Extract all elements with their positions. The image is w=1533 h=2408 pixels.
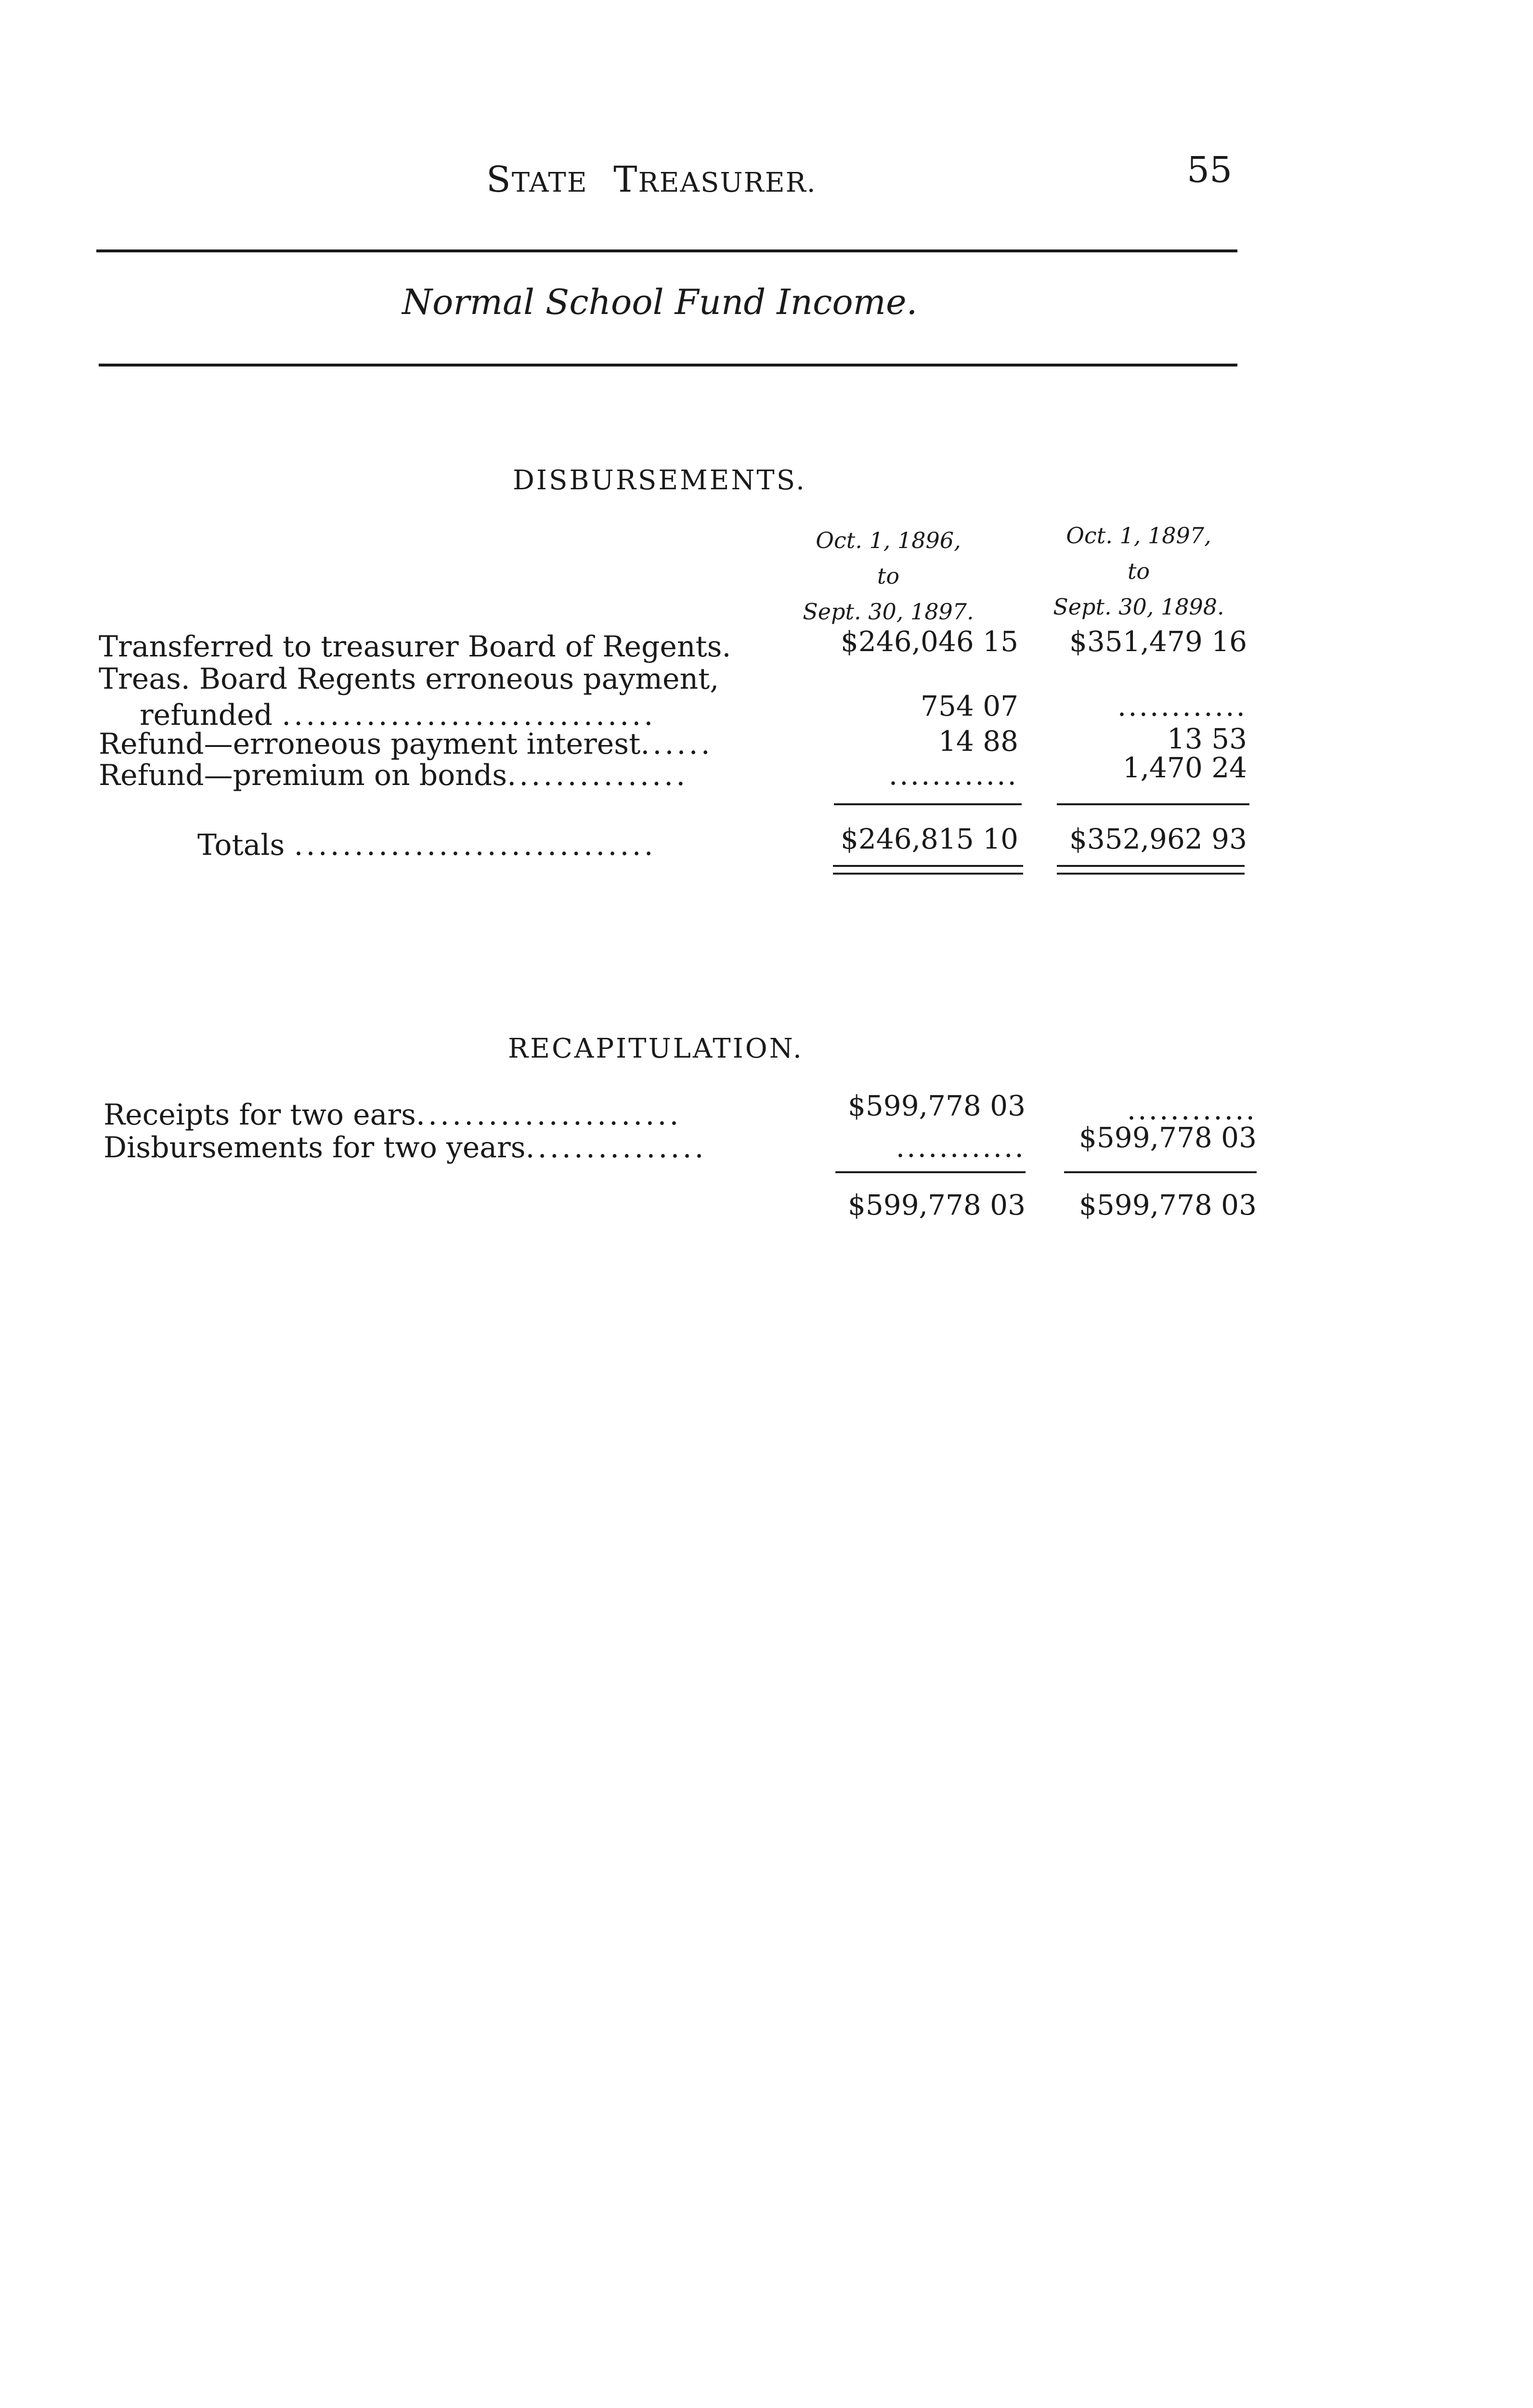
table-row-label [99, 759, 688, 792]
table-row-label: Treas. Board Regents erroneous payment, [99, 662, 719, 696]
totals-col2: $352,962 93 [1069, 823, 1247, 855]
recap-total-rule-col2 [1064, 1171, 1257, 1173]
recap-total-rule-col1 [835, 1171, 1026, 1173]
recap-row-col2: ............ [1127, 1093, 1257, 1126]
table-row-col1: 754 07 [921, 690, 1018, 722]
table-row-col1: $246,046 15 [841, 625, 1018, 658]
column-header-2-line1: Oct. 1, 1897, [1066, 523, 1211, 549]
total-double-rule-col2-a [1057, 865, 1245, 867]
column-header-1-line3: Sept. 30, 1897. [803, 599, 974, 625]
column-header-1-line1: Oct. 1, 1896, [816, 527, 961, 553]
recap-row-label [104, 1098, 681, 1132]
table-row-col1: ............ [888, 759, 1018, 791]
table-row-label [99, 727, 713, 761]
subtotal-rule-col2 [1057, 803, 1249, 805]
recapitulation-heading: RECAPITULATION. [508, 1033, 804, 1064]
table-row-leader: ............... [507, 759, 689, 792]
table-row-col2: 13 53 [1167, 722, 1247, 755]
table-row-col2: 1,470 24 [1122, 751, 1247, 784]
recap-row-label [104, 1131, 707, 1165]
totals-leader: .............................. [294, 828, 656, 862]
totals-label [197, 828, 656, 862]
column-header-1-line2: to [877, 563, 900, 589]
table-row-label-text: Refund—erroneous payment interest [99, 727, 641, 761]
disbursements-heading: DISBURSEMENTS. [513, 465, 806, 496]
running-head-rest-1: TATE [511, 167, 588, 198]
column-header-1 [782, 523, 994, 629]
subtitle-rule [99, 364, 1237, 366]
running-head-rest-2: REASURER. [638, 167, 817, 198]
column-header-2 [1033, 518, 1245, 625]
total-double-rule-col1-b [833, 873, 1023, 875]
table-row-col2: $351,479 16 [1069, 625, 1247, 658]
column-header-2-line2: to [1127, 558, 1150, 584]
recap-row-col2: $599,778 03 [1079, 1121, 1257, 1154]
running-head-initial-2: T [613, 159, 638, 200]
table-row-label: Transferred to treasurer Board of Regents. [99, 630, 731, 664]
recap-row-label-text: Disbursements for two years [104, 1131, 526, 1165]
total-double-rule-col2-b [1057, 873, 1245, 875]
running-head [486, 159, 817, 200]
top-rule [96, 249, 1237, 252]
table-row-label-text: Refund—premium on bonds [99, 759, 507, 792]
table-row-col2: ............ [1117, 690, 1247, 722]
table-row-col1: 14 88 [938, 725, 1018, 758]
column-header-2-line3: Sept. 30, 1898. [1053, 594, 1224, 620]
totals-col1: $246,815 10 [841, 823, 1018, 855]
page-number: 55 [1187, 149, 1233, 191]
total-double-rule-col1-a [833, 865, 1023, 867]
table-row-label-text: refunded [140, 698, 273, 732]
table-row-leader: ...... [640, 727, 713, 761]
recap-row-col1: $599,778 03 [848, 1089, 1026, 1122]
running-head-initial-1: S [486, 159, 512, 200]
subtotal-rule-col1 [834, 803, 1022, 805]
recap-row-leader: ...................... [416, 1098, 682, 1132]
page-subtitle: Normal School Fund Income. [402, 282, 918, 322]
recap-row-leader: ............... [525, 1131, 707, 1165]
recap-row-label-text: Receipts for two ears [104, 1098, 416, 1132]
recap-row-col1: ............ [896, 1131, 1026, 1164]
totals-label-text: Totals [197, 828, 285, 862]
recap-total-col2: $599,778 03 [1079, 1189, 1257, 1221]
table-row-leader: ............................... [282, 698, 656, 732]
recap-total-col1: $599,778 03 [848, 1189, 1026, 1221]
